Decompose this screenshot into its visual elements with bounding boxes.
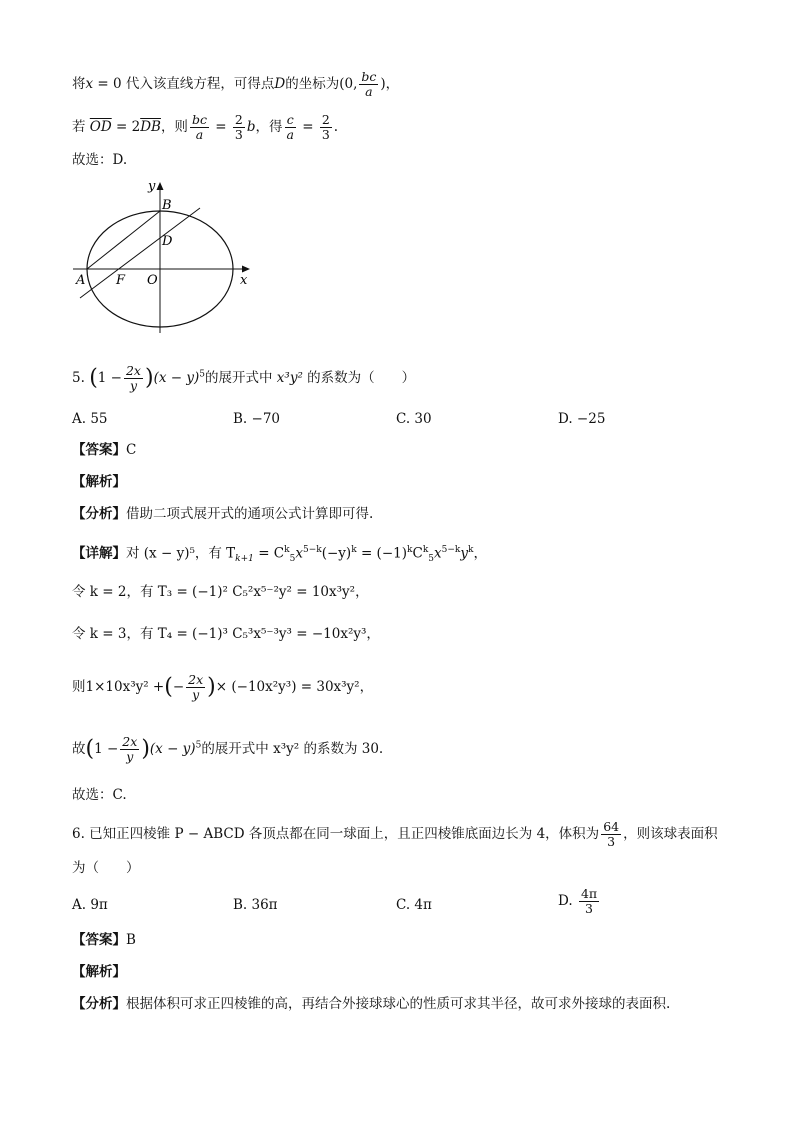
text: 的坐标为 (285, 76, 340, 92)
text: C (412, 545, 423, 562)
line-ab (87, 211, 160, 269)
text: . (333, 119, 339, 135)
label-f: F (116, 273, 126, 288)
denominator: y (126, 749, 134, 764)
solution-line-1 (72, 70, 399, 99)
numerator: bc (361, 69, 377, 84)
analysis-tag: 【解析】 (72, 964, 126, 980)
fraction (284, 113, 295, 142)
analysis-line (72, 962, 126, 982)
paren: ) (145, 365, 154, 391)
ellipse-figure (70, 178, 260, 338)
fraction (359, 70, 378, 99)
fraction (320, 113, 332, 142)
var: b (246, 119, 256, 135)
denominator: y (129, 378, 138, 393)
question-5 (72, 364, 415, 393)
label-y: y (148, 179, 156, 194)
text: ，则 (160, 119, 188, 135)
fenxi-line (72, 504, 373, 524)
denominator: a (286, 127, 294, 142)
fenxi-tag: 【分析】 (72, 996, 126, 1012)
numerator: 2 (234, 112, 243, 127)
var: D (274, 76, 286, 92)
then-line (72, 673, 373, 702)
numerator: 2 (321, 112, 330, 127)
option-c: C. 30 (396, 411, 432, 427)
minus: − (172, 679, 185, 695)
fraction (186, 673, 205, 702)
denominator: 3 (234, 127, 243, 142)
denominator: 3 (607, 834, 616, 849)
paren: ( (89, 365, 98, 391)
numerator: 2x (122, 734, 138, 749)
text: = (297, 119, 318, 135)
fenxi-text: 借助二项式展开式的通项公式计算即可得. (126, 506, 374, 522)
paren: ( (85, 736, 95, 762)
analysis-tag: 【解析】 (72, 474, 126, 490)
option-a: A. 9π (72, 897, 108, 913)
label-x: x (240, 273, 248, 288)
analysis-line (72, 472, 126, 492)
text: 1 − (94, 741, 119, 757)
paren: ( (164, 674, 173, 700)
denominator: 3 (321, 127, 330, 142)
text: = C (253, 545, 285, 562)
vector-od: $\overline{OD}$ (89, 119, 112, 135)
option-b: B. 36π (233, 897, 278, 913)
label-b: B (162, 198, 172, 213)
numerator: 2x (188, 672, 204, 687)
option-d (558, 887, 601, 916)
answer-line (72, 930, 136, 950)
answer-value: B (126, 932, 136, 948)
denominator: a (195, 127, 204, 142)
var: y (460, 545, 469, 562)
vector-db: $\overline{DB}$ (140, 119, 161, 135)
paren: ) (141, 736, 150, 762)
fenxi-tag: 【分析】 (72, 506, 126, 522)
denominator: a (365, 84, 373, 99)
k2-line: 令 k = 2，有 T₃ = (−1)² C₅²x⁵⁻²y² = 10x³y²， (72, 584, 369, 600)
choose-line-d: 故选：D. (72, 152, 128, 168)
choose-line-c: 故选：C. (72, 787, 127, 803)
subscript: k+1 (235, 554, 254, 565)
fraction (233, 113, 245, 142)
answer-value: C (126, 442, 137, 458)
text: 若 (72, 119, 86, 135)
text: = (−1) (356, 545, 407, 562)
text: ，则该球表面积 (623, 826, 718, 842)
question-6 (72, 820, 718, 849)
exponent: 5 (195, 740, 202, 751)
question-6-cont: 为（ ） (72, 860, 140, 876)
option-a: A. 55 (72, 411, 108, 427)
text: )， (380, 76, 400, 92)
label-d: D (162, 234, 173, 249)
term: x³y² (276, 370, 303, 386)
y-arrow (157, 182, 164, 190)
xiangjie-line: 【详解】对 (x − y)⁵，有 $T_{k+1} = C^k_5x^{5-k}(-y)^k = (-1)^kC^k_5x^{5-k}y^k$， (72, 545, 487, 565)
text: 的展开式中 (205, 370, 273, 386)
numerator: 64 (603, 819, 620, 834)
text: ，得 (255, 119, 283, 135)
numerator: bc (191, 112, 207, 127)
text: 6. 已知正四棱锥 P − ABCD 各顶点都在同一球面上，且正四棱锥底面边长为 4，体积为 (72, 826, 600, 842)
numerator: 4π (580, 886, 598, 901)
fraction (601, 820, 621, 849)
answer-tag: 【答案】 (72, 442, 126, 458)
question-number: 5. (72, 370, 85, 386)
numerator: c (286, 112, 294, 127)
line-fd (80, 208, 200, 298)
solution-line-2 (72, 113, 338, 142)
label-a: A (76, 273, 86, 288)
text: (−y) (321, 545, 352, 562)
k3-line: 令 k = 3，有 T₄ = (−1)³ C₅³x⁵⁻³y³ = −10x²y³， (72, 626, 380, 642)
text: 的展开式中 x³y² 的系数为 30. (201, 741, 384, 757)
fenxi-text: 根据体积可求正四棱锥的高，再结合外接球球心的性质可求其半径，故可求外接球的表面积. (126, 996, 671, 1012)
var: x (295, 545, 303, 562)
text: (0, (339, 76, 358, 92)
fraction (120, 735, 139, 764)
text: 对 (x − y)⁵，有 T (126, 545, 236, 562)
fraction (190, 113, 209, 142)
x-arrow (242, 266, 250, 273)
denominator: y (192, 687, 200, 702)
fraction (124, 364, 143, 393)
denominator: 3 (585, 901, 593, 916)
text: ， (473, 545, 487, 562)
text: 则1×10x³y² + (72, 679, 165, 695)
text: = 2 (111, 119, 141, 135)
var: x (85, 76, 94, 92)
text: 将 (72, 76, 86, 92)
exponent: 5 (199, 369, 205, 380)
option-c: C. 4π (396, 897, 432, 913)
so-line (72, 735, 383, 764)
label-o: O (147, 273, 158, 288)
expr: (x − y) (149, 741, 196, 757)
numerator: 2x (125, 363, 141, 378)
text: = (210, 119, 231, 135)
text: 的系数为（ ） (307, 370, 416, 386)
expr: (x − y) (153, 370, 200, 386)
fraction (579, 887, 599, 916)
answer-line (72, 440, 136, 460)
text: × (−10x²y³) = 30x³y²， (215, 679, 374, 695)
xiangjie-tag: 【详解】 (72, 545, 126, 562)
text: 故 (72, 741, 86, 757)
text: = 0 代入该直线方程，可得点 (93, 76, 275, 92)
option-b: B. −70 (233, 411, 280, 427)
fenxi-line (72, 994, 670, 1014)
var: x (434, 545, 442, 562)
answer-tag: 【答案】 (72, 932, 126, 948)
option-label: D. (558, 893, 573, 909)
option-d: D. −25 (558, 411, 606, 427)
paren: ) (207, 674, 216, 700)
text: 1 − (97, 370, 122, 386)
